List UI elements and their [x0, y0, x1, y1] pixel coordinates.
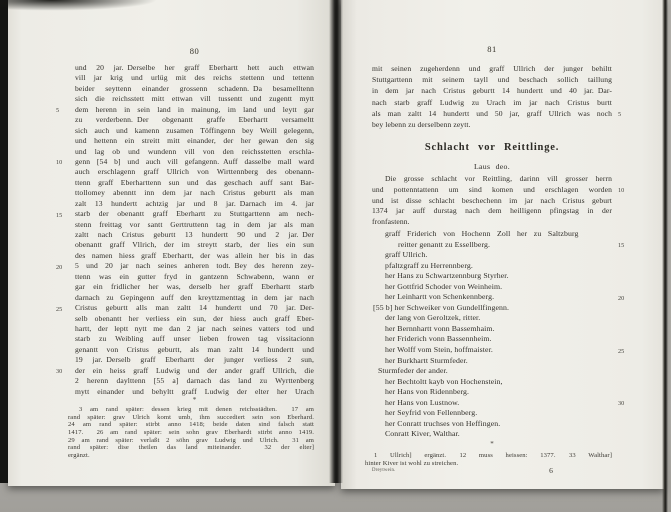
- line-text: darnach zu Gepingenn auff den kreyttzmenttag in dem jar nach: [75, 292, 314, 302]
- text-line: [75, 136, 314, 146]
- text-line: [372, 196, 612, 207]
- text-line: [75, 126, 314, 136]
- footnote-separator-left: *: [192, 396, 197, 404]
- line-text: her Friderich vonn Bassennheim.: [385, 334, 492, 344]
- text-line: [68, 414, 314, 422]
- line-text: graff Ullrich.: [385, 250, 428, 260]
- line-text: bey lebenn zu derselbenn zeytt.: [372, 119, 471, 129]
- text-line: [56, 303, 314, 313]
- line-text: in dem jar nach Cristus geburtt 14 hundertt und 40 jar. Dar-: [372, 86, 612, 96]
- text-line: [56, 209, 314, 219]
- line-text: vill jar krig und urlüg mit des reichs stettenn und tettenn: [75, 73, 314, 83]
- text-line: [385, 250, 612, 261]
- line-text: starb der obenantt graff Eberhartt zu Stuttgarttenn am nech-: [75, 209, 314, 219]
- text-line: [372, 85, 612, 96]
- text-line: [56, 365, 314, 376]
- text-line: [75, 178, 314, 188]
- text-line: [75, 73, 314, 83]
- line-text: und 20 jar. Derselbe her graff Eberhartt hett auch ettwan: [75, 63, 314, 72]
- running-signature: Dreytwein.: [372, 468, 396, 473]
- line-text: ttollomey abenntt inn dem jar nach Cristus geburtt als man: [75, 188, 314, 198]
- text-line: [75, 282, 314, 292]
- text-line: [385, 282, 612, 293]
- right-page-footnotes: [365, 452, 612, 468]
- line-text: Die grosse schlacht vor Reittling, darinn vill grosser herrn: [385, 174, 612, 183]
- text-line: [75, 293, 314, 303]
- text-line: [75, 84, 314, 94]
- line-text: obenantt graff Vllrich, der im streytt starb, der lies ein sun: [75, 240, 314, 250]
- text-line: [385, 292, 625, 303]
- text-line: [75, 272, 314, 282]
- line-text: pfaltzgraff zu Herrennberg.: [385, 260, 473, 270]
- text-line: [385, 356, 612, 367]
- page-number-left: 80: [189, 46, 200, 56]
- text-line: [56, 261, 314, 271]
- line-text: als man zaltt 14 hundertt und 50 jar, graff Ullrich was noch: [372, 108, 612, 118]
- text-line: [372, 174, 612, 185]
- line-text: ttenn graff Eberharttenn sun und das geschach auff sant Bar-: [75, 177, 314, 187]
- text-line: [75, 94, 314, 104]
- text-line: [75, 199, 314, 209]
- text-line: [75, 63, 314, 73]
- text-line: [365, 460, 612, 468]
- margin-line-number: 25: [618, 347, 625, 355]
- line-text: rand später: dise theilen das land miteinander. 32 der elter]: [68, 444, 314, 452]
- text-line: [385, 261, 612, 272]
- text-line: [372, 184, 625, 196]
- text-line: [385, 229, 612, 240]
- line-text: der lang von Geroltzek, ritter.: [385, 313, 481, 323]
- text-line: [398, 239, 625, 251]
- line-text: her Burkhartt Sturmfeder.: [385, 355, 468, 365]
- text-line: [68, 406, 314, 414]
- left-page-footnotes: [68, 406, 314, 460]
- line-text: und pottenntattenn um sind komen und erschlagen worden: [372, 184, 612, 194]
- line-text: hinter Kiver ist wohl zu streichen.: [365, 459, 459, 467]
- line-text: zu verderbenn. Der obgenantt graffe Eberhartt versameltt: [75, 115, 314, 125]
- line-text: dem herenn in sein land in mainung, im land und leytt gar: [75, 104, 314, 114]
- chapter-heading: Schlacht vor Reittlinge.: [424, 142, 560, 153]
- line-text: fronfastenn.: [372, 217, 410, 227]
- line-text: und ist disse schlacht beschechenn im jar nach Cristus geburt: [372, 195, 612, 205]
- page-number-right: 81: [487, 44, 497, 54]
- line-text: Sturmfeder der ander.: [378, 366, 448, 376]
- text-line: [372, 97, 612, 108]
- line-text: sich die reichsstett mitt ettwan vill tussentt und zugentt mytt: [75, 94, 314, 104]
- margin-line-number: 20: [56, 263, 63, 271]
- text-line: [373, 303, 612, 314]
- line-text: starb zu Weibling auff unser lieben frowen tag vissitacionn: [75, 334, 314, 344]
- text-line: [75, 167, 314, 177]
- top-scan-smudge: [0, 0, 235, 13]
- text-line: [385, 429, 612, 440]
- margin-line-number: 10: [618, 187, 625, 195]
- text-line: [372, 206, 612, 217]
- line-text: graff Friderich von Hochenn Zoll her zu Saltzburg: [385, 229, 579, 238]
- line-text: hartt, der leptt nytt me dan 2 jar nach seines vatters tod und: [75, 323, 314, 333]
- line-text: her Seyfrid von Fellennberg.: [385, 408, 478, 418]
- line-text: beider seyttenn einander grossenn schadenn. Da besamelltenn: [75, 83, 314, 93]
- text-line: [56, 156, 314, 167]
- text-line: [56, 104, 314, 115]
- text-line: [385, 419, 612, 430]
- line-text: 1374 jar auff durstag nach dem heilligenn pfingstag in der: [372, 206, 612, 216]
- line-text: des namen hiess graff Eberhartt, der was allein her bis in das: [75, 250, 314, 260]
- line-text: zaltt nach Cristus geburtt 13 hundertt 90 und 2 jar. Der: [75, 230, 314, 239]
- line-text: her Hans von Ridennberg.: [385, 387, 470, 397]
- left-binding-edge: [0, 0, 8, 483]
- text-line: [372, 119, 612, 130]
- margin-line-number: 20: [618, 294, 625, 302]
- line-text: sich auch und kamenn zusamen Töffingenn bey Weill gelegenn,: [75, 125, 314, 135]
- line-text: mit seinen zugeherdenn und graff Ullrich der junger behiltt: [372, 64, 612, 73]
- line-text: mytt einander und behyltt graff Ludwig der elter her Urach: [75, 386, 314, 396]
- text-line: [75, 188, 314, 198]
- line-text: [55 b] her Schweiker von Gundellfingenn.: [373, 302, 510, 312]
- text-line: [68, 421, 314, 429]
- text-line: [372, 108, 622, 119]
- line-text: auch erschlagenn graff Ullrich von Wirttennberg des obenann-: [75, 167, 314, 177]
- line-text: und hettenn ein streitt mitt einander, der her gewan den sig: [75, 136, 314, 146]
- text-line: [385, 387, 612, 398]
- footnote-separator-right: *: [490, 440, 494, 448]
- text-line: [385, 271, 612, 282]
- line-text: her Bernnhartt vonn Bassemhaim.: [385, 323, 495, 333]
- text-line: [385, 345, 625, 356]
- line-text: Cristus geburtt alls man zaltt 14 hundertt und 70 jar. Der-: [75, 303, 314, 313]
- line-text: Conratt Kiver, Walthar.: [385, 429, 460, 439]
- line-text: her Leinhartt von Schenkennberg.: [385, 292, 495, 302]
- text-line: [75, 220, 314, 230]
- line-text: her Hans von Lustnow.: [385, 397, 460, 407]
- line-text: 19 jar. Derselb graff Eberhartt der junger verliess 2 sun,: [75, 355, 314, 365]
- line-text: 24 am rand später: stirbt anno 1418; beide daten sind falsch statt: [68, 421, 314, 429]
- line-text: der ein heiss graff Ludwig und der ander graff Ullrich, die: [75, 365, 314, 375]
- text-line: [75, 345, 314, 355]
- line-text: und lag ob und wundenn vill von den reichsstetten erschla-: [75, 146, 314, 156]
- casualty-list: [372, 229, 625, 440]
- line-text: selb obenantt her verliess ein sun, der hiess auch graff Eber-: [75, 313, 314, 323]
- text-line: [68, 437, 314, 445]
- line-text: ttenn was ein gutter fryd in gantzenn Schwabenn, wann er: [75, 271, 314, 281]
- text-line: [385, 377, 612, 388]
- margin-line-number: 10: [56, 159, 63, 167]
- line-text: her Bechtoltt kayb von Hochenstein,: [385, 376, 503, 386]
- line-text: her Hans zu Schwartzennburg Styrher.: [385, 271, 509, 281]
- line-text: stenn freittag vor santt Gerttruttenn tag in dem jar als man: [75, 219, 314, 229]
- text-line: [372, 63, 612, 74]
- line-text: 2 herenn daylttenn [55 a] darnach das land zu Wyrttenberg: [75, 376, 314, 386]
- line-text: 1 Ullrich] ergänzt. 12 muss heissen: 1377. 33 Walthar]: [374, 452, 612, 459]
- text-line: [372, 217, 612, 228]
- text-line: [75, 115, 314, 125]
- text-line: [378, 366, 612, 377]
- text-line: [68, 444, 314, 452]
- text-line: [75, 334, 314, 344]
- line-text: 1417. 26 am rand später: sein sohn grav Eberhardt stirbt anno 1419.: [68, 429, 314, 437]
- line-text: rand später: grav Ulrich komt umb, ihm succediert sein son Eberhard.: [68, 413, 314, 421]
- left-page-body: [56, 63, 314, 397]
- line-text: ergänzt.: [68, 452, 90, 460]
- margin-line-number: 15: [618, 242, 625, 250]
- line-text: 3 am rand später: dessen krieg mit denen reichsstädten. 17 am: [79, 406, 314, 413]
- text-line: [68, 429, 314, 437]
- margin-line-number: 25: [56, 305, 63, 313]
- line-text: genn [54 b] und auch vill gefangenn. Auff dasselbe mall ward: [75, 156, 314, 166]
- right-page: [341, 0, 664, 489]
- text-line: [75, 147, 314, 157]
- margin-line-number: 30: [56, 368, 63, 376]
- text-line: [75, 251, 314, 261]
- chapter-subheading: Laus deo.: [473, 162, 510, 171]
- line-text: gar ein fridlicher her was, derselb her graff Eberhartt starb: [75, 282, 314, 292]
- line-text: Stuttgarttenn mit seinem tayll und beschach sollich taillung: [372, 75, 612, 85]
- line-text: reitter genantt zu Essellberg.: [398, 239, 491, 249]
- left-page: [8, 0, 335, 486]
- right-page-edge-line: [662, 0, 668, 512]
- line-text: nach starb graff Ludwig zu Urach im jar nach Cristus burtt: [372, 97, 612, 107]
- text-line: [75, 355, 314, 365]
- text-line: [75, 240, 314, 250]
- text-line: [372, 74, 612, 85]
- text-line: [385, 324, 612, 335]
- line-text: 5 und 20 jar nach seines anheren todt. Bey des herenn zey-: [75, 261, 314, 271]
- text-line: [385, 313, 612, 324]
- text-line: [75, 324, 314, 334]
- text-line: [385, 397, 625, 409]
- line-text: her Conratt truchses von Heffingen.: [385, 418, 501, 428]
- text-line: [75, 230, 314, 240]
- text-line: [365, 452, 612, 460]
- text-line: [68, 452, 314, 460]
- margin-line-number: 15: [56, 211, 63, 219]
- text-line: [75, 376, 314, 386]
- right-page-intro: [372, 63, 622, 130]
- battle-paragraph: [372, 174, 625, 228]
- margin-line-number: 5: [618, 111, 622, 119]
- sheet-signature-number: 6: [549, 466, 553, 475]
- margin-line-number: 30: [618, 400, 625, 408]
- line-text: zalt 13 hundertt achtzig jar und 8 jar. Darnach im 4. jar: [75, 198, 314, 208]
- page-gutter-shadow: [329, 0, 343, 483]
- text-line: [75, 314, 314, 324]
- text-line: [385, 334, 612, 345]
- line-text: her Wolff vom Stein, hoffmaister.: [385, 345, 493, 355]
- margin-line-number: 5: [56, 107, 60, 115]
- line-text: 29 am rand später: verlaßt 2 söhn grav Ludwig und Ulrich. 31 am: [68, 436, 314, 444]
- line-text: genantt von Cristus geburtt, als man zaltt 14 hundertt und: [75, 344, 314, 354]
- line-text: her Gottfrid Schoder von Weinheim.: [385, 281, 503, 291]
- text-line: [385, 408, 612, 419]
